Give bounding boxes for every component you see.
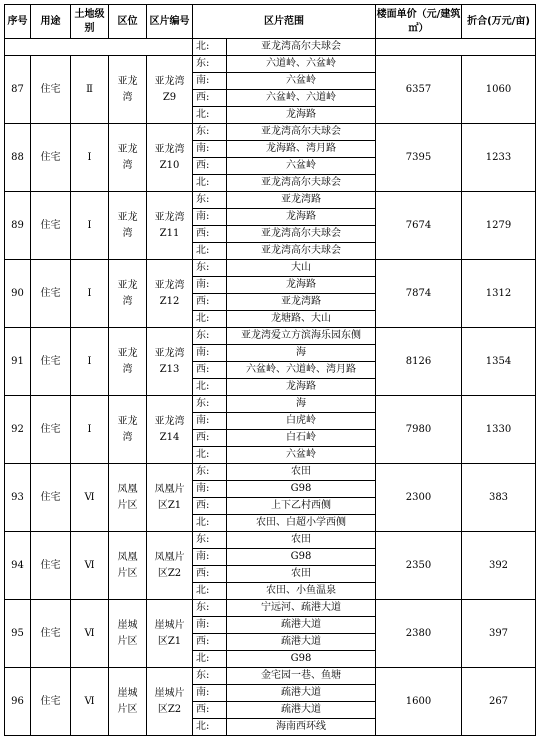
district-line-2: 片区 <box>117 635 138 647</box>
boundary-direction: 南: <box>193 617 227 634</box>
boundary-range: 亚龙湾路 <box>227 294 376 311</box>
zone-line-2: Z11 <box>159 227 180 239</box>
row-district <box>109 464 147 532</box>
boundary-range: 白石岭 <box>227 430 376 447</box>
boundary-range: 海南西环线 <box>227 719 376 736</box>
boundary-direction: 北: <box>193 107 227 124</box>
boundary-range: 龙海路、湾月路 <box>227 141 376 158</box>
row-converted: 1279 <box>462 192 536 260</box>
header-unit-price: 楼面单价（元/建筑㎡） <box>376 5 462 39</box>
boundary-direction: 东: <box>193 260 227 277</box>
zone-line-2: 区Z2 <box>157 567 182 579</box>
boundary-range: 亚龙湾路 <box>227 192 376 209</box>
boundary-range: 龙海路 <box>227 277 376 294</box>
header-converted: 折合(万元/亩) <box>462 5 536 39</box>
boundary-range: 农田、小鱼温泉 <box>227 583 376 600</box>
boundary-direction: 西: <box>193 90 227 107</box>
boundary-range: G98 <box>227 549 376 566</box>
boundary-range: 宁远河、疏港大道 <box>227 600 376 617</box>
row-use: 住宅 <box>31 56 71 124</box>
boundary-direction: 西: <box>193 226 227 243</box>
row-unit-price: 7674 <box>376 192 462 260</box>
boundary-range: 亚龙湾爱立方滨海乐园东侧 <box>227 328 376 345</box>
row-unit-price: 2300 <box>376 464 462 532</box>
boundary-direction: 西: <box>193 634 227 651</box>
row-district <box>109 260 147 328</box>
row-converted: 397 <box>462 600 536 668</box>
zone-line-1: 凤凰片 <box>154 483 185 495</box>
boundary-range: 疏港大道 <box>227 634 376 651</box>
table-row <box>5 464 536 481</box>
row-seq: 95 <box>5 600 31 668</box>
row-grade: Ⅰ <box>71 260 109 328</box>
row-unit-price: 6357 <box>376 56 462 124</box>
row-converted: 267 <box>462 668 536 736</box>
row-grade: Ⅰ <box>71 328 109 396</box>
boundary-range: 海 <box>227 345 376 362</box>
row-zone-code <box>147 532 193 600</box>
boundary-direction: 南: <box>193 481 227 498</box>
header-range: 区片范围 <box>193 5 376 39</box>
boundary-range: 农田 <box>227 532 376 549</box>
table-row <box>5 56 536 73</box>
boundary-direction: 北: <box>193 311 227 328</box>
continuation-row <box>5 39 536 56</box>
boundary-range: G98 <box>227 481 376 498</box>
boundary-direction: 北: <box>193 243 227 260</box>
boundary-direction: 南: <box>193 209 227 226</box>
header-row <box>5 5 536 39</box>
header-use: 用途 <box>31 5 71 39</box>
boundary-range: 疏港大道 <box>227 702 376 719</box>
row-grade: Ⅰ <box>71 192 109 260</box>
district-line-2: 片区 <box>117 703 138 715</box>
district-line-2: 片区 <box>117 499 138 511</box>
land-price-table <box>4 4 536 736</box>
boundary-range: 白虎岭 <box>227 413 376 430</box>
boundary-range: 亚龙湾高尔夫球会 <box>227 39 376 56</box>
header-district: 区位 <box>109 5 147 39</box>
district-line-2: 湾 <box>122 363 133 375</box>
table-row <box>5 124 536 141</box>
boundary-direction: 北: <box>193 379 227 396</box>
boundary-range: G98 <box>227 651 376 668</box>
boundary-direction: 东: <box>193 328 227 345</box>
row-use: 住宅 <box>31 192 71 260</box>
row-district <box>109 56 147 124</box>
row-converted: 392 <box>462 532 536 600</box>
boundary-range: 海 <box>227 396 376 413</box>
row-grade: Ⅵ <box>71 464 109 532</box>
boundary-range: 六盆岭、六道岭 <box>227 90 376 107</box>
zone-line-1: 亚龙湾 <box>154 347 185 359</box>
boundary-direction: 北: <box>193 651 227 668</box>
boundary-direction: 西: <box>193 430 227 447</box>
boundary-range: 龙海路 <box>227 107 376 124</box>
row-unit-price: 7980 <box>376 396 462 464</box>
boundary-direction: 东: <box>193 124 227 141</box>
row-unit-price: 2380 <box>376 600 462 668</box>
row-seq: 88 <box>5 124 31 192</box>
boundary-direction: 东: <box>193 532 227 549</box>
boundary-range: 金宅园一巷、鱼塘 <box>227 668 376 685</box>
row-unit-price: 1600 <box>376 668 462 736</box>
row-district <box>109 124 147 192</box>
table-body <box>5 39 536 736</box>
boundary-range: 六盆岭、六道岭、湾月路 <box>227 362 376 379</box>
boundary-range: 六道岭、六盆岭 <box>227 56 376 73</box>
boundary-direction: 西: <box>193 498 227 515</box>
continuation-blank <box>5 39 193 56</box>
row-district <box>109 328 147 396</box>
boundary-direction: 北: <box>193 175 227 192</box>
boundary-direction: 南: <box>193 277 227 294</box>
row-use: 住宅 <box>31 124 71 192</box>
row-converted: 1330 <box>462 396 536 464</box>
row-use: 住宅 <box>31 464 71 532</box>
table-row <box>5 328 536 345</box>
row-seq: 87 <box>5 56 31 124</box>
row-zone-code <box>147 328 193 396</box>
row-converted: 1060 <box>462 56 536 124</box>
boundary-direction: 东: <box>193 396 227 413</box>
row-grade: Ⅱ <box>71 56 109 124</box>
row-zone-code <box>147 124 193 192</box>
zone-line-2: Z13 <box>159 363 180 375</box>
row-converted: 1233 <box>462 124 536 192</box>
zone-line-1: 崖城片 <box>154 687 185 699</box>
continuation-blank-right <box>376 39 536 56</box>
row-use: 住宅 <box>31 600 71 668</box>
row-converted: 383 <box>462 464 536 532</box>
boundary-range: 疏港大道 <box>227 617 376 634</box>
row-grade: Ⅵ <box>71 668 109 736</box>
row-unit-price: 7395 <box>376 124 462 192</box>
zone-line-1: 亚龙湾 <box>154 211 185 223</box>
row-converted: 1312 <box>462 260 536 328</box>
row-seq: 96 <box>5 668 31 736</box>
boundary-direction: 北: <box>193 719 227 736</box>
boundary-range: 六盆岭 <box>227 447 376 464</box>
boundary-range: 六盆岭 <box>227 158 376 175</box>
boundary-direction: 北: <box>193 39 227 56</box>
boundary-range: 亚龙湾高尔夫球会 <box>227 243 376 260</box>
zone-line-1: 亚龙湾 <box>154 415 185 427</box>
row-zone-code <box>147 192 193 260</box>
district-line-1: 凤凰 <box>117 483 138 495</box>
header-zone-code: 区片编号 <box>147 5 193 39</box>
row-seq: 93 <box>5 464 31 532</box>
row-grade: Ⅵ <box>71 600 109 668</box>
row-grade: Ⅰ <box>71 396 109 464</box>
boundary-range: 农田 <box>227 464 376 481</box>
boundary-range: 六盆岭 <box>227 73 376 90</box>
boundary-direction: 南: <box>193 685 227 702</box>
table-row <box>5 396 536 413</box>
boundary-direction: 南: <box>193 141 227 158</box>
zone-line-2: 区Z1 <box>157 499 182 511</box>
row-grade: Ⅵ <box>71 532 109 600</box>
row-zone-code <box>147 464 193 532</box>
district-line-1: 亚龙 <box>117 143 138 155</box>
row-unit-price: 2350 <box>376 532 462 600</box>
row-unit-price: 8126 <box>376 328 462 396</box>
row-use: 住宅 <box>31 532 71 600</box>
row-seq: 92 <box>5 396 31 464</box>
district-line-2: 湾 <box>122 295 133 307</box>
district-line-2: 片区 <box>117 567 138 579</box>
zone-line-2: Z9 <box>162 91 177 103</box>
row-seq: 91 <box>5 328 31 396</box>
district-line-1: 崖城 <box>117 687 138 699</box>
boundary-direction: 南: <box>193 549 227 566</box>
zone-line-1: 亚龙湾 <box>154 75 185 87</box>
zone-line-2: Z12 <box>159 295 180 307</box>
row-converted: 1354 <box>462 328 536 396</box>
header-grade: 土地级别 <box>71 5 109 39</box>
boundary-direction: 西: <box>193 702 227 719</box>
boundary-direction: 南: <box>193 413 227 430</box>
row-grade: Ⅰ <box>71 124 109 192</box>
row-district <box>109 396 147 464</box>
row-district <box>109 192 147 260</box>
row-district <box>109 600 147 668</box>
row-use: 住宅 <box>31 328 71 396</box>
district-line-2: 湾 <box>122 227 133 239</box>
zone-line-2: 区Z2 <box>157 703 182 715</box>
boundary-direction: 西: <box>193 158 227 175</box>
boundary-direction: 东: <box>193 56 227 73</box>
zone-line-2: 区Z1 <box>157 635 182 647</box>
row-zone-code <box>147 396 193 464</box>
district-line-2: 湾 <box>122 159 133 171</box>
row-district <box>109 532 147 600</box>
boundary-direction: 南: <box>193 345 227 362</box>
row-use: 住宅 <box>31 260 71 328</box>
row-zone-code <box>147 260 193 328</box>
boundary-range: 亚龙湾高尔夫球会 <box>227 175 376 192</box>
district-line-1: 亚龙 <box>117 211 138 223</box>
boundary-direction: 东: <box>193 464 227 481</box>
row-unit-price: 7874 <box>376 260 462 328</box>
zone-line-1: 崖城片 <box>154 619 185 631</box>
table-row <box>5 668 536 685</box>
boundary-range: 龙海路 <box>227 379 376 396</box>
zone-line-2: Z14 <box>159 431 180 443</box>
district-line-1: 凤凰 <box>117 551 138 563</box>
boundary-range: 农田、白超小学西侧 <box>227 515 376 532</box>
boundary-range: 龙塘路、大山 <box>227 311 376 328</box>
table-row <box>5 260 536 277</box>
row-zone-code <box>147 668 193 736</box>
row-seq: 90 <box>5 260 31 328</box>
boundary-direction: 西: <box>193 294 227 311</box>
boundary-direction: 西: <box>193 566 227 583</box>
district-line-2: 湾 <box>122 91 133 103</box>
boundary-range: 亚龙湾高尔夫球会 <box>227 226 376 243</box>
boundary-direction: 东: <box>193 668 227 685</box>
zone-line-2: Z10 <box>159 159 180 171</box>
boundary-range: 农田 <box>227 566 376 583</box>
row-zone-code <box>147 56 193 124</box>
table-row <box>5 600 536 617</box>
zone-line-1: 亚龙湾 <box>154 143 185 155</box>
row-seq: 89 <box>5 192 31 260</box>
row-zone-code <box>147 600 193 668</box>
boundary-range: 上下乙村西侧 <box>227 498 376 515</box>
zone-line-1: 凤凰片 <box>154 551 185 563</box>
boundary-direction: 东: <box>193 192 227 209</box>
row-district <box>109 668 147 736</box>
boundary-range: 大山 <box>227 260 376 277</box>
boundary-direction: 北: <box>193 447 227 464</box>
row-seq: 94 <box>5 532 31 600</box>
boundary-direction: 东: <box>193 600 227 617</box>
table-row <box>5 192 536 209</box>
boundary-direction: 南: <box>193 73 227 90</box>
boundary-direction: 北: <box>193 515 227 532</box>
district-line-2: 湾 <box>122 431 133 443</box>
zone-line-1: 亚龙湾 <box>154 279 185 291</box>
row-use: 住宅 <box>31 396 71 464</box>
district-line-1: 亚龙 <box>117 279 138 291</box>
boundary-range: 亚龙湾高尔夫球会 <box>227 124 376 141</box>
district-line-1: 亚龙 <box>117 75 138 87</box>
header-seq: 序号 <box>5 5 31 39</box>
boundary-range: 龙海路 <box>227 209 376 226</box>
boundary-range: 疏港大道 <box>227 685 376 702</box>
table-row <box>5 532 536 549</box>
district-line-1: 亚龙 <box>117 347 138 359</box>
row-use: 住宅 <box>31 668 71 736</box>
boundary-direction: 西: <box>193 362 227 379</box>
district-line-1: 亚龙 <box>117 415 138 427</box>
boundary-direction: 北: <box>193 583 227 600</box>
district-line-1: 崖城 <box>117 619 138 631</box>
